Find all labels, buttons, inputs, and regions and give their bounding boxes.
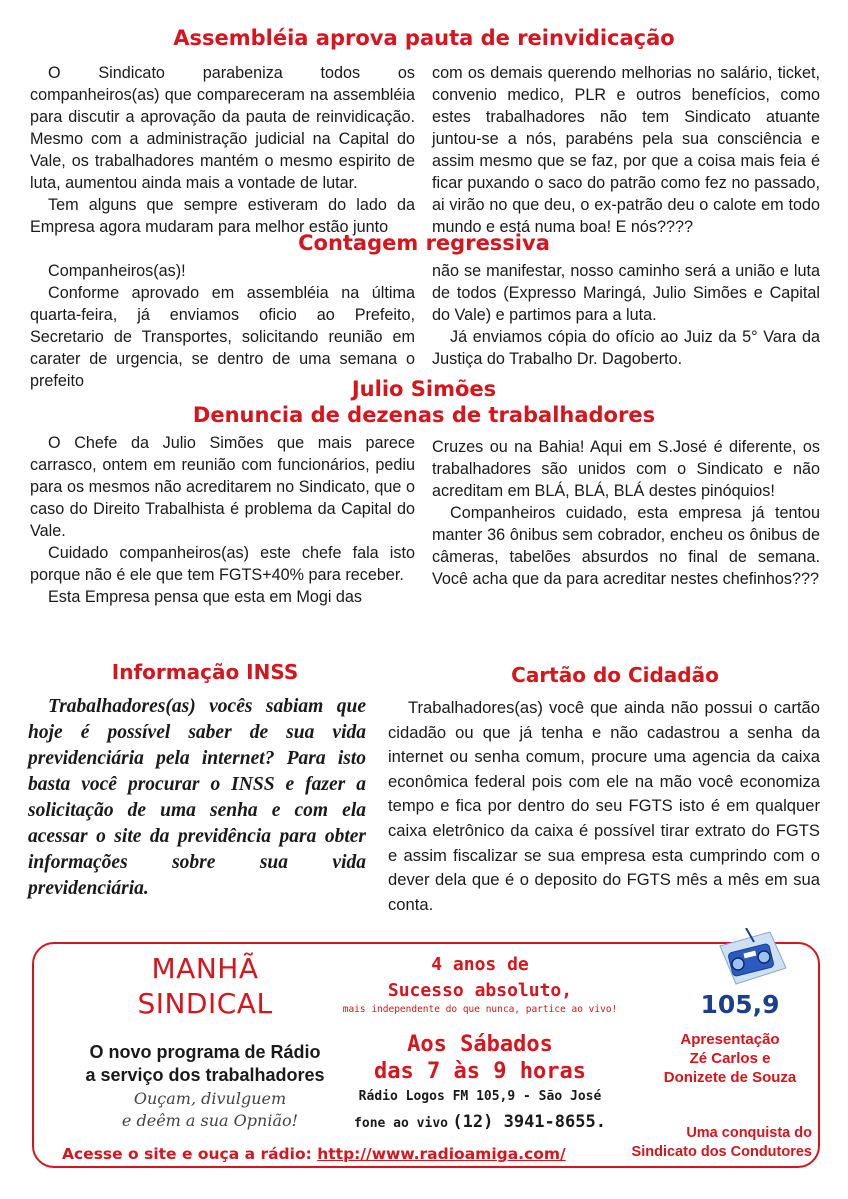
presenters-line1: Apresentação (680, 1031, 780, 1048)
manha-logo-line1: MANHÃ (151, 952, 259, 985)
paragraph: O Sindicato parabeniza todos os companheiros(as) que compareceram na assembléia para discutir a aprovação da pauta de reinvidicação. Mesmo com a administração judicial na Capital do Vale, os trabalhadores mantém o mesmo espirito de luta, aumentou ainda mais a vontade de lutar. (30, 64, 415, 192)
conquista-line1: Uma conquista do (686, 1125, 812, 1141)
paragraph: Já enviamos cópia do ofício ao Juiz da 5° Vara da Justiça do Trabalho Dr. Dagoberto. (432, 328, 820, 368)
paragraph: Esta Empresa pensa que esta em Mogi das (48, 588, 363, 606)
manha-logo-line2: SINDICAL (137, 987, 273, 1020)
presenters (640, 1030, 820, 1087)
frequency: 105,9 (700, 990, 780, 1019)
oucam-line1: Ouçam, divulguem (133, 1089, 287, 1108)
headline-assembleia: Assembléia aprova pauta de reinvidicação (173, 26, 675, 50)
presenters-line2: Zé Carlos e (689, 1050, 771, 1067)
paragraph: Conforme aprovado em assembléia na última quarta-feira, já enviamos oficio ao Prefeito, Secretario de Transportes, solicitando reunião em carater de urgencia, se dentro de uma semana o prefeito (30, 284, 415, 390)
anos-line1: 4 anos de (431, 954, 529, 975)
sabados-line1: Aos Sábados (407, 1032, 553, 1057)
radio-site-link[interactable]: http://www.radioamiga.com/ (317, 1145, 566, 1163)
program-line1: O novo programa de Rádio (89, 1042, 321, 1062)
sabados-line2: das 7 às 9 horas (374, 1059, 586, 1084)
paragraph: Cruzes ou na Bahia! Aqui em S.José é diferente, os trabalhadores são unidos com o Sindicato e não acreditam em BLÁ, BLÁ, BLÁ destes pinóquios! (432, 438, 820, 500)
paragraph: Companheiros(as)! (48, 262, 186, 280)
presenters-line3: Donizete de Souza (663, 1069, 797, 1086)
acesse-text: Acesse o site e ouça a rádio: (62, 1145, 312, 1163)
julio-left-column (30, 432, 415, 608)
program-line2: a serviço dos trabalhadores (85, 1065, 325, 1085)
station-name: Rádio Logos FM 105,9 - São José (358, 1089, 602, 1104)
headline-cartao: Cartão do Cidadão (511, 663, 719, 687)
phone-line (330, 1112, 630, 1132)
anos-tagline: mais independente do que nunca, partice ao vivo! (342, 1004, 618, 1015)
paragraph: O Chefe da Julio Simões que mais parece carrasco, ontem em reunião com funcionários, pediu para os mesmos não acreditarem no Sindicato, que o caso do Direito Trabalhista é problema da Capital do Vale. (30, 434, 415, 540)
paragraph: Cuidado companheiros(as) este chefe fala isto porque não é ele que tem FGTS+40% para receber. (30, 544, 415, 584)
conquista-line2: Sindicato dos Condutores (631, 1144, 812, 1160)
acesse-line (62, 1145, 582, 1163)
contagem-right-column (432, 260, 820, 370)
conquista (600, 1124, 812, 1162)
paragraph: não se manifestar, nosso caminho será a união e luta de todos (Expresso Maringá, Julio Simões e Capital do Vale) e partimos para a luta. (432, 262, 820, 324)
paragraph: com os demais querendo melhorias no salário, ticket, convenio medico, PLR e outros benefícios, como estes trabalhadores não tem Sindicato atuante juntou-se a nós, parabéns pela sua consciência e assim mesmo que se faz, por que a coisa mais feia é ficar puxando o saco do patrão como fez no passado, ai virão no que deu, o ex-patrão deu o calote em todo mundo e está numa boa! E nós???? (432, 64, 820, 236)
inss-text: Trabalhadores(as) vocês sabiam que hoje é possível saber de sua vida previdenciária pela internet? Para isto basta você procurar o INSS e fazer a solicitação de uma senha e com ela acessar o site da previdência para obter informações sobre sua vida previdenciária. (28, 696, 366, 899)
headline-contagem: Contagem regressiva (298, 231, 550, 255)
contagem-left-column (30, 260, 415, 392)
paragraph: Companheiros cuidado, esta empresa já tentou manter 36 ônibus sem cobrador, encheu os ônibus de câmeras, tabelões absurdos no final de semana. Você acha que da para acreditar nestes chefinhos??? (432, 504, 820, 588)
oucam-line2: e deêm a sua Opnião! (121, 1111, 299, 1130)
radio-icon (706, 928, 790, 990)
julio-right-column (432, 436, 820, 590)
assembleia-right-column (432, 62, 820, 238)
cartao-text: Trabalhadores(as) você que ainda não possui o cartão cidadão ou que já tenha e não cadastrou a senha da internet ou senha comum, procure uma agencia da caixa econômica federal pois com ele na mão você economiza tempo e fica por dentro do seu FGTS isto é em qualquer caixa eletrônico da caixa é possível tirar extrato do FGTS e assim fiscalizar se sua empresa esta cumprindo com o dever dela que é o deposito do FGTS mês a mês em sua conta. (388, 698, 820, 914)
headline-julio-simoes: Julio Simões (351, 377, 497, 401)
paragraph: Tem alguns que sempre estiveram do lado da Empresa agora mudaram para melhor estão junto (30, 196, 415, 236)
assembleia-left-column (30, 62, 415, 238)
phone-number: (12) 3941-8655. (452, 1112, 606, 1132)
phone-label: fone ao vivo (354, 1116, 448, 1131)
anos-line2: Sucesso absoluto, (387, 980, 573, 1001)
subheadline-denuncia: Denuncia de dezenas de trabalhadores (192, 403, 656, 427)
headline-inss: Informação INSS (111, 660, 299, 684)
